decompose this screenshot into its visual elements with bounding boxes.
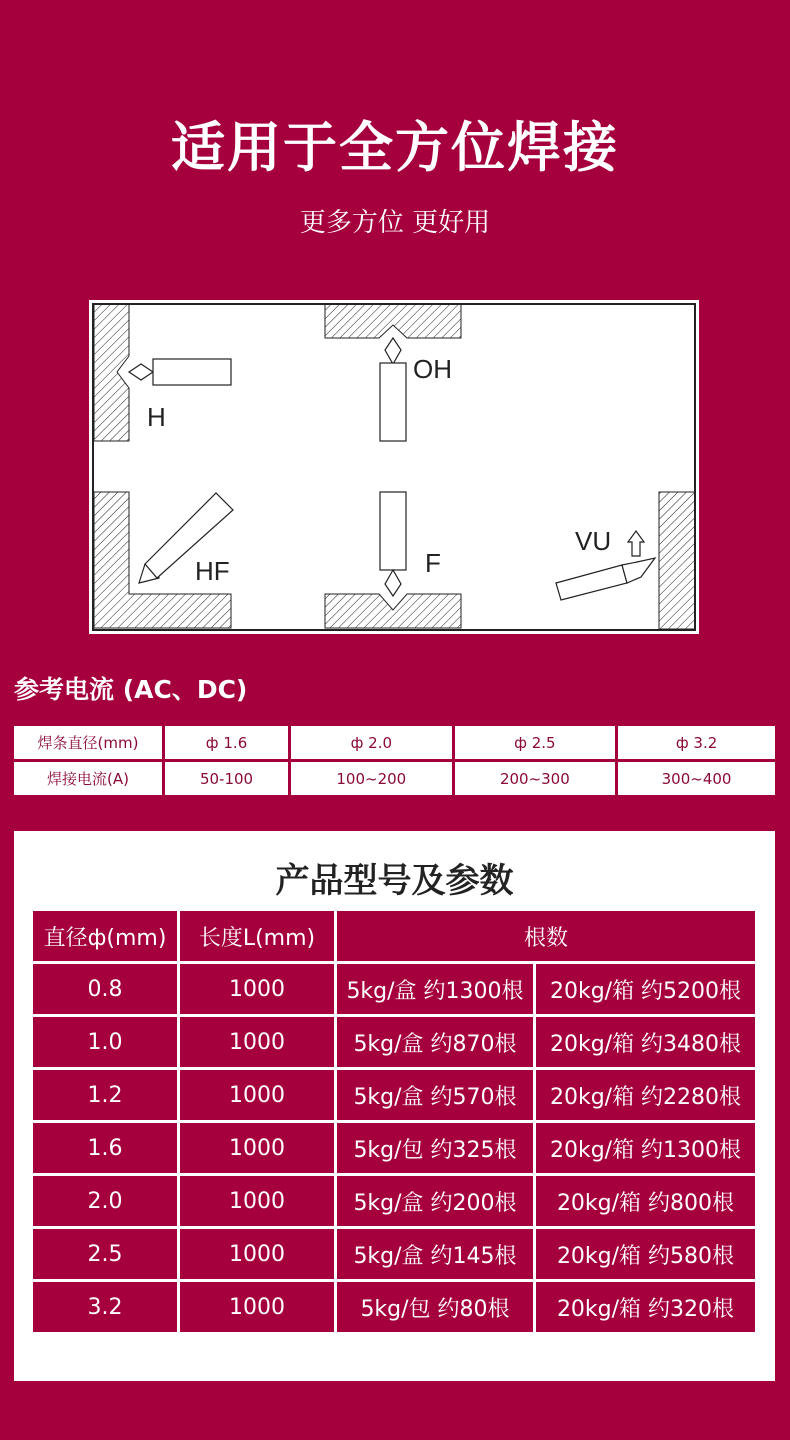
table-cell: 20kg/箱 约580根 xyxy=(536,1229,755,1282)
table-cell: ф 1.6 xyxy=(165,726,291,762)
table-cell: 1000 xyxy=(180,1176,337,1229)
table-cell: ф 3.2 xyxy=(618,726,775,762)
table-cell: 1.0 xyxy=(33,1017,180,1070)
position-hf-label: HF xyxy=(195,556,230,586)
spec-table xyxy=(33,911,755,1332)
position-f-label: F xyxy=(425,548,441,578)
table-cell: 20kg/箱 约2280根 xyxy=(536,1070,755,1123)
position-vu-label: VU xyxy=(575,526,612,556)
table-cell: 200~300 xyxy=(455,762,619,798)
table-cell: 1000 xyxy=(180,1017,337,1070)
table-cell: 焊接电流(A) xyxy=(14,762,165,798)
table-cell: 2.0 xyxy=(33,1176,180,1229)
table-cell: 20kg/箱 约5200根 xyxy=(536,964,755,1017)
table-cell: 5kg/盒 约200根 xyxy=(337,1176,536,1229)
position-h-label: H xyxy=(147,402,166,432)
column-header: 根数 xyxy=(337,911,755,964)
table-cell: ф 2.5 xyxy=(455,726,619,762)
table-row xyxy=(33,1282,755,1332)
reference-current-heading: 参考电流 (AC、DC) xyxy=(14,675,248,704)
table-cell: 100~200 xyxy=(291,762,455,798)
welding-positions-diagram xyxy=(89,300,699,634)
reference-current-table xyxy=(14,726,775,798)
table-cell: 5kg/盒 约1300根 xyxy=(337,964,536,1017)
position-oh-label: OH xyxy=(413,354,452,384)
arrow-up-icon xyxy=(628,531,644,556)
table-cell: 50-100 xyxy=(165,762,291,798)
table-row xyxy=(33,1123,755,1176)
table-row xyxy=(14,762,775,798)
table-cell: 5kg/盒 约870根 xyxy=(337,1017,536,1070)
table-cell: 20kg/箱 约1300根 xyxy=(536,1123,755,1176)
table-cell: 1000 xyxy=(180,964,337,1017)
page-title: 适用于全方位焊接 xyxy=(171,116,619,179)
table-cell: 0.8 xyxy=(33,964,180,1017)
table-cell: 2.5 xyxy=(33,1229,180,1282)
table-cell: 1.2 xyxy=(33,1070,180,1123)
table-cell: 20kg/箱 约3480根 xyxy=(536,1017,755,1070)
table-cell: 5kg/包 约80根 xyxy=(337,1282,536,1332)
table-cell: 300~400 xyxy=(618,762,775,798)
table-cell: 5kg/盒 约145根 xyxy=(337,1229,536,1282)
table-cell: 1000 xyxy=(180,1070,337,1123)
position-vu-graphic xyxy=(556,492,695,629)
table-row xyxy=(33,1070,755,1123)
column-header: 长度L(mm) xyxy=(180,911,337,964)
spec-title: 产品型号及参数 xyxy=(275,861,514,901)
table-row xyxy=(33,1176,755,1229)
table-row xyxy=(14,726,775,762)
page-subtitle: 更多方位 更好用 xyxy=(299,208,491,238)
table-cell: 1000 xyxy=(180,1282,337,1332)
table-cell: ф 2.0 xyxy=(291,726,455,762)
table-cell: 20kg/箱 约320根 xyxy=(536,1282,755,1332)
table-header-row xyxy=(33,911,755,964)
table-row xyxy=(33,1229,755,1282)
table-cell: 1000 xyxy=(180,1229,337,1282)
table-cell: 5kg/盒 约570根 xyxy=(337,1070,536,1123)
table-row xyxy=(33,964,755,1017)
table-cell: 20kg/箱 约800根 xyxy=(536,1176,755,1229)
table-cell: 5kg/包 约325根 xyxy=(337,1123,536,1176)
table-cell: 焊条直径(mm) xyxy=(14,726,165,762)
table-cell: 3.2 xyxy=(33,1282,180,1332)
table-cell: 1000 xyxy=(180,1123,337,1176)
spec-panel xyxy=(14,831,775,1381)
table-cell: 1.6 xyxy=(33,1123,180,1176)
column-header: 直径ф(mm) xyxy=(33,911,180,964)
table-row xyxy=(33,1017,755,1070)
